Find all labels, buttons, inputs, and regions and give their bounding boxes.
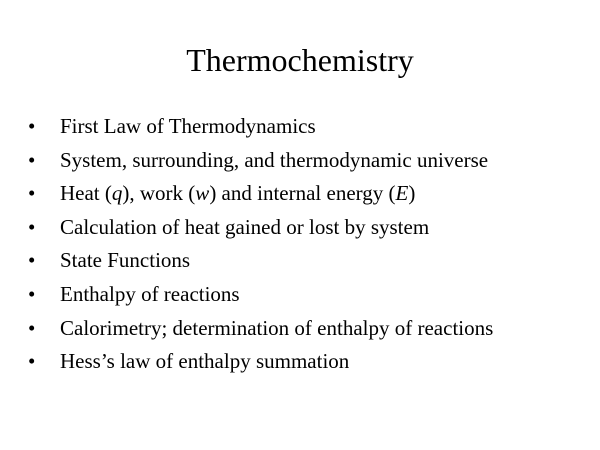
- bullet-text: [60, 244, 190, 278]
- text-run: Hess’s law of enthalpy summation: [60, 349, 350, 374]
- bullet-item: [28, 278, 588, 312]
- bullet-marker: •: [28, 147, 36, 172]
- bullet-marker: •: [28, 181, 36, 206]
- bullet-text: [60, 345, 349, 379]
- text-run: State Functions: [60, 248, 191, 273]
- text-run: Calorimetry; determination of enthalpy of reactions: [60, 315, 494, 340]
- text-run: First Law of Thermodynamics: [60, 114, 316, 138]
- text-run: Enthalpy of reactions: [60, 281, 240, 306]
- bullet-list: [28, 110, 588, 379]
- italic-variable: E: [395, 181, 409, 206]
- slide-title: Thermochemistry: [186, 42, 414, 78]
- bullet-item: [28, 211, 588, 245]
- bullet-item: [28, 244, 588, 278]
- bullet-text: [60, 144, 488, 178]
- text-run: Heat (: [60, 181, 112, 206]
- bullet-text: [60, 278, 240, 312]
- bullet-text: [60, 211, 429, 245]
- bullet-item: [28, 345, 588, 379]
- text-run: System, surrounding, and thermodynamic universe: [60, 147, 489, 172]
- text-run: ) and internal energy (: [209, 181, 396, 206]
- bullet-text: [60, 312, 493, 346]
- bullet-item: [28, 144, 588, 178]
- bullet-marker: •: [28, 248, 36, 273]
- bullet-marker: •: [28, 114, 36, 138]
- text-run: ), work (: [122, 181, 196, 206]
- bullet-marker: •: [28, 315, 36, 340]
- bullet-text: [60, 177, 415, 211]
- bullet-item: [28, 110, 588, 144]
- bullet-text: [60, 110, 316, 144]
- text-run: Calculation of heat gained or lost by system: [60, 214, 430, 239]
- bullet-item: [28, 177, 588, 211]
- bullet-marker: •: [28, 214, 36, 239]
- bullet-marker: •: [28, 349, 36, 374]
- italic-variable: w: [195, 181, 210, 206]
- text-run: ): [408, 181, 416, 206]
- italic-variable: q: [111, 181, 123, 206]
- bullet-item: [28, 312, 588, 346]
- bullet-marker: •: [28, 281, 36, 306]
